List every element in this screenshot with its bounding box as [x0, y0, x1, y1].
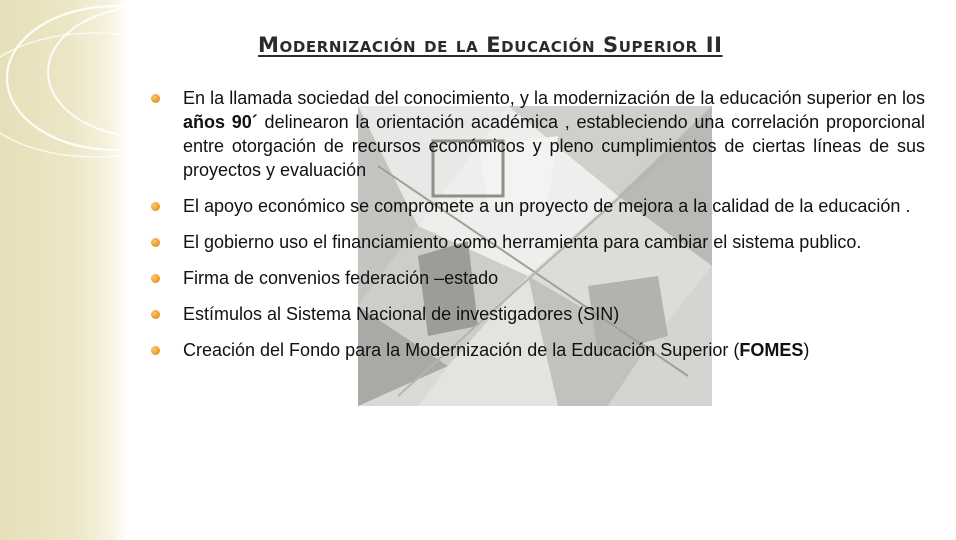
bullet-text	[183, 338, 925, 362]
bullet-item	[150, 266, 925, 290]
bullet-emphasis: años 90´	[183, 112, 258, 132]
bullet-dot-icon	[151, 274, 160, 283]
bullet-text: El apoyo económico se compromete a un proyecto de mejora a la calidad de la educación .	[183, 196, 911, 216]
bullet-item	[150, 194, 925, 218]
bullet-text: Estímulos al Sistema Nacional de investigadores (SIN)	[183, 304, 620, 324]
bullet-dot-icon	[151, 202, 160, 211]
bullet-text-part: Creación del Fondo para la Modernización de la Educación Superior (	[183, 340, 740, 360]
bullet-item	[150, 86, 925, 182]
bullet-item	[150, 302, 925, 326]
bullet-dot-icon	[151, 94, 160, 103]
bullet-text	[183, 86, 925, 182]
bullet-text: Firma de convenios federación –estado	[183, 268, 499, 288]
bullet-text: El gobierno uso el financiamiento como herramienta para cambiar el sistema publico.	[183, 232, 862, 252]
bullet-list	[150, 86, 925, 374]
bullet-item	[150, 338, 925, 362]
bullet-text-part: delinearon la orientación académica , estableciendo una correlación proporcional entre otorgación de recursos económicos y pleno cumplimientos de ciertas líneas de sus proyectos y evaluación	[183, 112, 925, 180]
bullet-dot-icon	[151, 346, 160, 355]
bullet-text-part: )	[803, 340, 810, 360]
bullet-text-part: En la llamada sociedad del conocimiento, y la modernización de la educación superior en los	[183, 88, 925, 108]
slide-title: Modernización de la Educación Superior II	[258, 33, 723, 57]
bullet-dot-icon	[151, 238, 160, 247]
bullet-emphasis: FOMES	[739, 340, 804, 360]
bullet-dot-icon	[151, 310, 160, 319]
bullet-item	[150, 230, 925, 254]
